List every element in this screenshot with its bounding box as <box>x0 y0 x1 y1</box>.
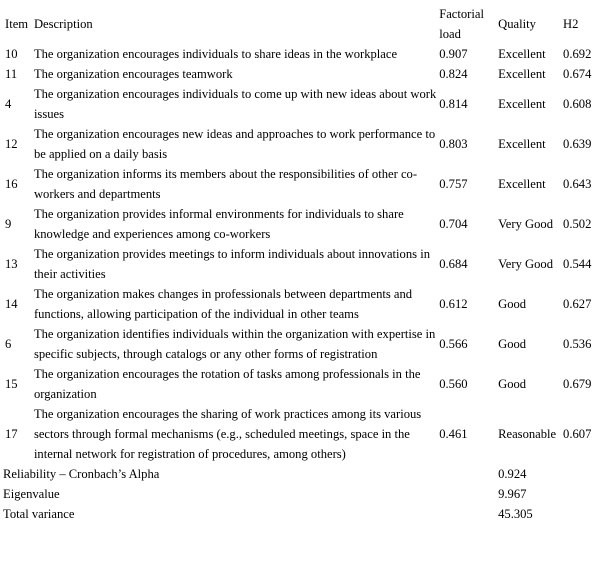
table-row <box>3 44 599 64</box>
h2-value: 0.502 <box>563 217 592 231</box>
table-summary <box>3 464 599 524</box>
table-row <box>3 404 599 464</box>
header-h2: H2 <box>563 17 579 31</box>
table-header-row <box>3 4 599 44</box>
table-row <box>3 164 599 204</box>
item-number: 15 <box>5 377 18 391</box>
quality-value: Reasonable <box>498 427 557 441</box>
item-number: 10 <box>5 47 18 61</box>
table-row <box>3 64 599 84</box>
item-description: The organization encourages individuals to come up with new ideas about work issues <box>33 87 437 121</box>
eigenvalue-value: 9.967 <box>498 487 527 501</box>
item-description: The organization identifies individuals within the organization with expertise in specific subjects, through catalogs or any other forms of registration <box>33 327 436 361</box>
item-description: The organization provides informal environments for individuals to share knowledge and experiences among co-workers <box>33 207 404 241</box>
item-number: 16 <box>5 177 18 191</box>
item-description: The organization encourages new ideas and approaches to work performance to be applied on a daily basis <box>33 127 436 161</box>
h2-value: 0.679 <box>563 377 592 391</box>
header-item: Item <box>5 17 29 31</box>
factorial-load-value: 0.803 <box>439 137 468 151</box>
eigenvalue-label: Eigenvalue <box>3 487 60 501</box>
item-description: The organization informs its members about the responsibilities of other co-workers and departments <box>33 167 418 201</box>
quality-value: Excellent <box>498 97 546 111</box>
quality-value: Excellent <box>498 177 546 191</box>
item-description: The organization encourages individuals to share ideas in the workplace <box>33 47 398 61</box>
factorial-load-value: 0.461 <box>439 427 468 441</box>
factor-analysis-table <box>3 4 599 524</box>
factorial-load-value: 0.907 <box>439 47 468 61</box>
header-description: Description <box>33 17 93 31</box>
item-description: The organization makes changes in professionals between departments and functions, allowing participation of the individual in other teams <box>33 287 413 321</box>
total-variance-value: 45.305 <box>498 507 533 521</box>
quality-value: Good <box>498 337 527 351</box>
quality-value: Good <box>498 377 527 391</box>
table-row <box>3 244 599 284</box>
table-row <box>3 324 599 364</box>
total-variance-label: Total variance <box>3 507 75 521</box>
h2-value: 0.674 <box>563 67 592 81</box>
item-number: 14 <box>5 297 18 311</box>
reliability-value: 0.924 <box>498 467 527 481</box>
factorial-load-value: 0.612 <box>439 297 468 311</box>
item-number: 9 <box>5 217 12 231</box>
factorial-load-value: 0.684 <box>439 257 468 271</box>
table-row <box>3 284 599 324</box>
h2-value: 0.639 <box>563 137 592 151</box>
item-description: The organization encourages the sharing of work practices among its various sectors through formal mechanisms (e.g., scheduled meetings, space in the internal network for registration of procedures, among others) <box>33 407 422 461</box>
item-number: 13 <box>5 257 18 271</box>
item-number: 4 <box>5 97 12 111</box>
quality-value: Very Good <box>498 217 554 231</box>
eigenvalue-row <box>3 484 599 504</box>
quality-value: Excellent <box>498 137 546 151</box>
header-factorial-load: Factorial load <box>439 7 484 41</box>
factorial-load-value: 0.704 <box>439 217 468 231</box>
reliability-row <box>3 464 599 484</box>
table-row <box>3 204 599 244</box>
factorial-load-value: 0.814 <box>439 97 468 111</box>
quality-value: Very Good <box>498 257 554 271</box>
table-row <box>3 124 599 164</box>
total-variance-row <box>3 504 599 524</box>
quality-value: Good <box>498 297 527 311</box>
table-row <box>3 364 599 404</box>
item-description: The organization encourages teamwork <box>33 67 233 81</box>
h2-value: 0.627 <box>563 297 592 311</box>
table-body <box>3 44 599 464</box>
item-description: The organization encourages the rotation of tasks among professionals in the organization <box>33 367 421 401</box>
h2-value: 0.544 <box>563 257 592 271</box>
h2-value: 0.536 <box>563 337 592 351</box>
header-quality: Quality <box>498 17 536 31</box>
factorial-load-value: 0.566 <box>439 337 468 351</box>
h2-value: 0.607 <box>563 427 592 441</box>
h2-value: 0.692 <box>563 47 592 61</box>
table-row <box>3 84 599 124</box>
quality-value: Excellent <box>498 67 546 81</box>
item-description: The organization provides meetings to inform individuals about innovations in their activities <box>33 247 430 281</box>
h2-value: 0.643 <box>563 177 592 191</box>
item-number: 17 <box>5 427 18 441</box>
h2-value: 0.608 <box>563 97 592 111</box>
factorial-load-value: 0.757 <box>439 177 468 191</box>
factorial-load-value: 0.560 <box>439 377 468 391</box>
quality-value: Excellent <box>498 47 546 61</box>
item-number: 6 <box>5 337 12 351</box>
factorial-load-value: 0.824 <box>439 67 468 81</box>
reliability-label: Reliability – Cronbach’s Alpha <box>3 467 160 481</box>
item-number: 12 <box>5 137 18 151</box>
item-number: 11 <box>5 67 18 81</box>
